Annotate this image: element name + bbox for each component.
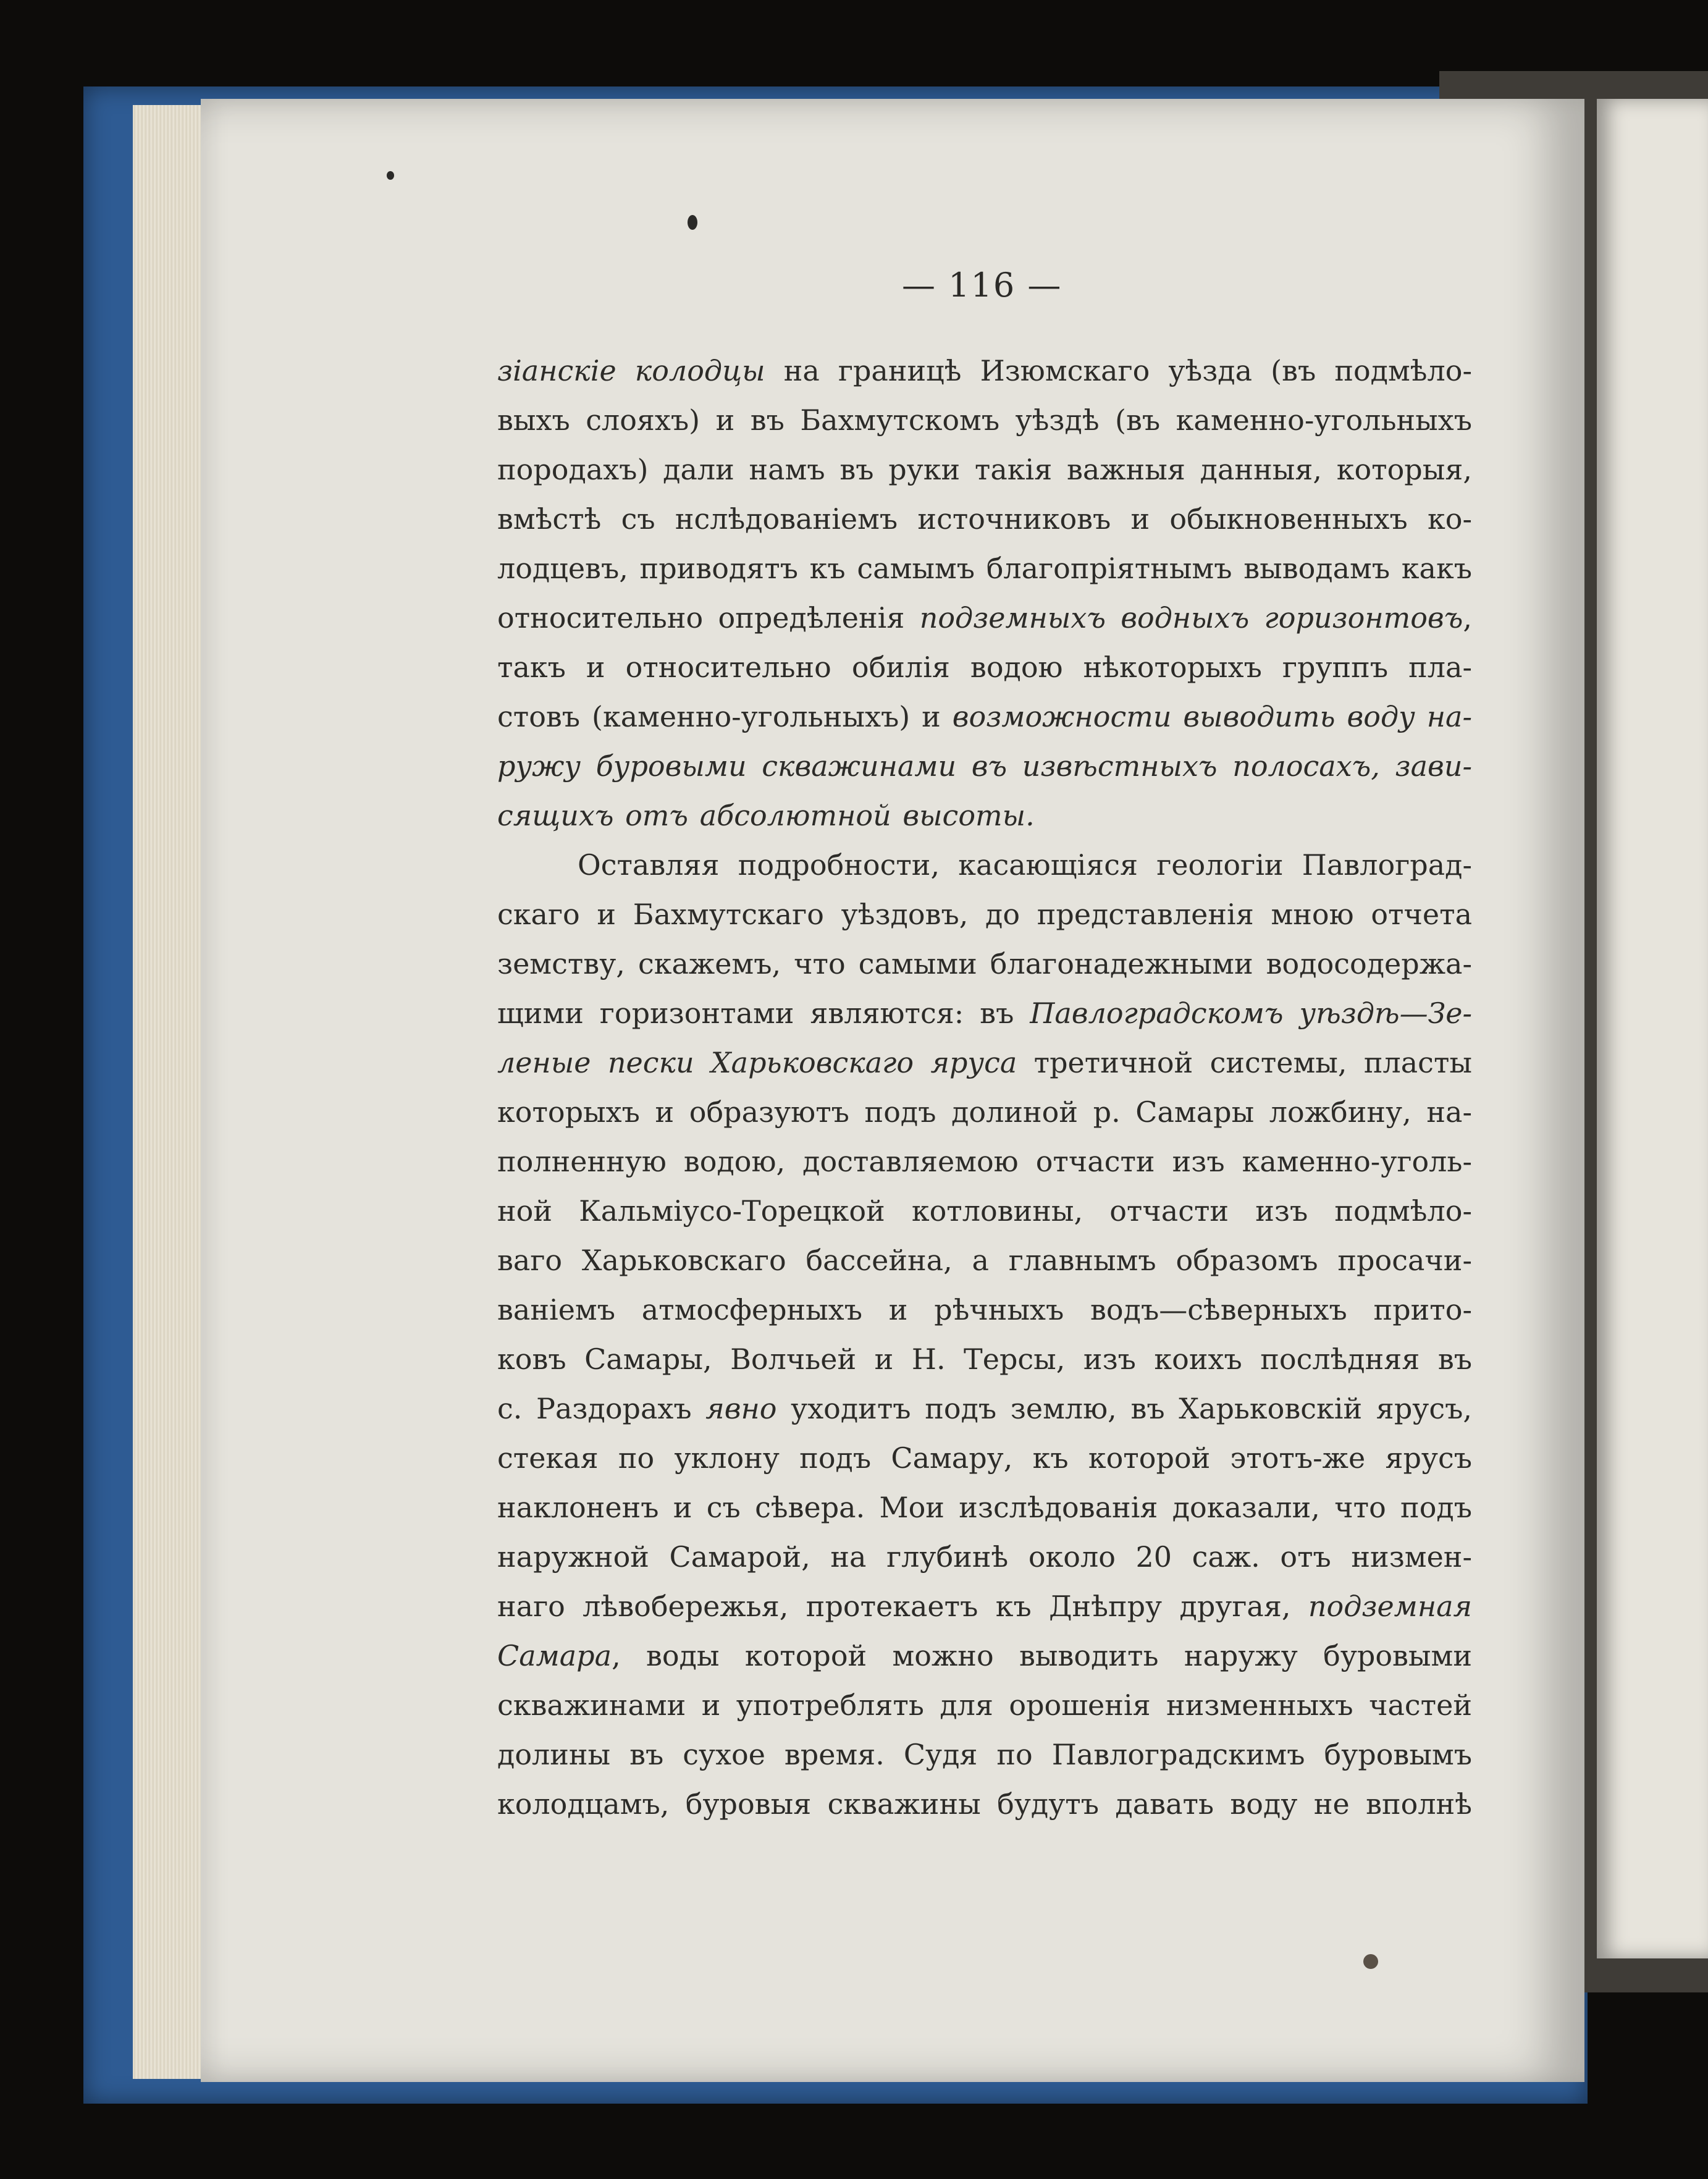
- text-segment: такъ и относительно обилія водою нѣкоторыхъ группъ пла-: [497, 651, 1472, 684]
- text-line: [497, 593, 1472, 643]
- text-line: [497, 494, 1472, 544]
- text-segment: полненную водою, доставляемою отчасти изъ каменно-уголь-: [497, 1145, 1472, 1178]
- text-line: [497, 395, 1472, 445]
- text-line: [497, 1038, 1472, 1087]
- text-line: [497, 544, 1472, 593]
- body-text: [497, 346, 1472, 1829]
- italic-text: леные пески Харьковскаго яруса: [497, 1046, 1017, 1079]
- text-line: [497, 1236, 1472, 1285]
- text-line: [497, 1631, 1472, 1680]
- text-segment: которыхъ и образуютъ подъ долиной р. Самары ложбину, на-: [497, 1095, 1472, 1129]
- page-number: — 116 —: [902, 266, 1062, 305]
- text-segment: ваніемъ атмосферныхъ и рѣчныхъ водъ—сѣверныхъ прито-: [497, 1293, 1472, 1326]
- italic-text: зіанскіе колодцы: [497, 354, 765, 387]
- text-line: [497, 1433, 1472, 1483]
- text-line: [497, 1730, 1472, 1779]
- text-segment: ваго Харьковскаго бассейна, а главнымъ образомъ просачи-: [497, 1244, 1472, 1277]
- text-segment: на границѣ Изюмскаго уѣзда (въ подмѣло-: [765, 354, 1472, 387]
- text-segment: с. Раздорахъ: [497, 1392, 706, 1425]
- text-segment: наго лѣвобережья, протекаетъ къ Днѣпру другая,: [497, 1590, 1308, 1623]
- ink-spot: [1363, 1954, 1378, 1969]
- facing-page-edge: [1597, 99, 1708, 1958]
- italic-text: Самара: [497, 1639, 612, 1672]
- text-line: [497, 1680, 1472, 1730]
- text-line: [497, 741, 1472, 791]
- text-segment: скважинами и употреблять для орошенія низменныхъ частей: [497, 1688, 1472, 1722]
- text-segment: уходитъ подъ землю, въ Харьковскій ярусъ,: [776, 1392, 1472, 1425]
- text-line: [497, 1137, 1472, 1186]
- text-line: [497, 890, 1472, 939]
- text-line: [497, 692, 1472, 741]
- text-segment: ной Кальміусо-Торецкой котловины, отчасти изъ подмѣло-: [497, 1194, 1472, 1228]
- text-line: [497, 1186, 1472, 1236]
- text-line: [497, 1582, 1472, 1631]
- italic-text: ружу буровыми скважинами въ извѣстныхъ полосахъ, зави-: [497, 749, 1472, 783]
- text-segment: выхъ слояхъ) и въ Бахмутскомъ уѣздѣ (въ каменно-угольныхъ: [497, 403, 1472, 437]
- text-line: [497, 1334, 1472, 1384]
- text-segment: ковъ Самары, Волчьей и Н. Терсы, изъ коихъ послѣдняя въ: [497, 1342, 1472, 1376]
- text-segment: лодцевъ, приводятъ къ самымъ благопріятнымъ выводамъ какъ: [497, 552, 1472, 585]
- italic-text: возможности выводить воду на-: [952, 700, 1472, 733]
- text-segment: наклоненъ и съ сѣвера. Мои изслѣдованія доказали, что подъ: [497, 1491, 1472, 1524]
- text-segment: наружной Самарой, на глубинѣ около 20 саж. отъ низмен-: [497, 1540, 1472, 1574]
- text-line: [497, 346, 1472, 395]
- ink-spot: [688, 215, 697, 230]
- text-segment: третичной системы, пласты: [1017, 1046, 1472, 1079]
- text-segment: , воды которой можно выводить наружу буровыми: [612, 1639, 1472, 1672]
- text-line: [497, 1483, 1472, 1532]
- text-segment: вмѣстѣ съ нслѣдованіемъ источниковъ и обыкновенныхъ ко-: [497, 502, 1472, 536]
- italic-text: подземная: [1308, 1590, 1472, 1623]
- text-segment: земству, скажемъ, что самыми благонадежными водосодержа-: [497, 947, 1472, 980]
- text-segment: щими горизонтами являются: въ: [497, 997, 1030, 1030]
- text-segment: колодцамъ, буровыя скважины будутъ давать воду не вполнѣ: [497, 1787, 1472, 1821]
- text-segment: породахъ) дали намъ въ руки такія важныя данныя, которыя,: [497, 453, 1472, 486]
- text-segment: относительно опредѣленія: [497, 601, 920, 634]
- text-segment: стовъ (каменно-угольныхъ) и: [497, 700, 953, 733]
- text-line: [497, 1532, 1472, 1582]
- text-segment: скаго и Бахмутскаго уѣздовъ, до представленія мною отчета: [497, 898, 1472, 931]
- ink-spot: [387, 171, 394, 180]
- text-line: [497, 643, 1472, 692]
- italic-text: Павлоградскомъ уѣздѣ—Зе-: [1030, 997, 1472, 1030]
- text-segment: Оставляя подробности, касающіяся геологіи Павлоград-: [578, 848, 1472, 882]
- text-line: [497, 791, 1472, 840]
- text-line: [497, 988, 1472, 1038]
- text-line: [497, 1384, 1472, 1433]
- italic-text: подземныхъ водныхъ горизонтовъ: [919, 601, 1463, 634]
- text-segment: стекая по уклону подъ Самару, къ которой этотъ-же ярусъ: [497, 1441, 1472, 1475]
- text-line: [497, 445, 1472, 494]
- text-segment: ,: [1463, 601, 1472, 634]
- text-segment: долины въ сухое время. Судя по Павлоградскимъ буровымъ: [497, 1738, 1472, 1771]
- text-line: [497, 939, 1472, 988]
- italic-text: сящихъ отъ абсолютной высоты.: [497, 799, 1035, 832]
- text-line: [497, 1285, 1472, 1334]
- text-line: [497, 1779, 1472, 1829]
- italic-text: явно: [705, 1392, 777, 1425]
- text-line: [497, 1087, 1472, 1137]
- text-line: [497, 840, 1472, 890]
